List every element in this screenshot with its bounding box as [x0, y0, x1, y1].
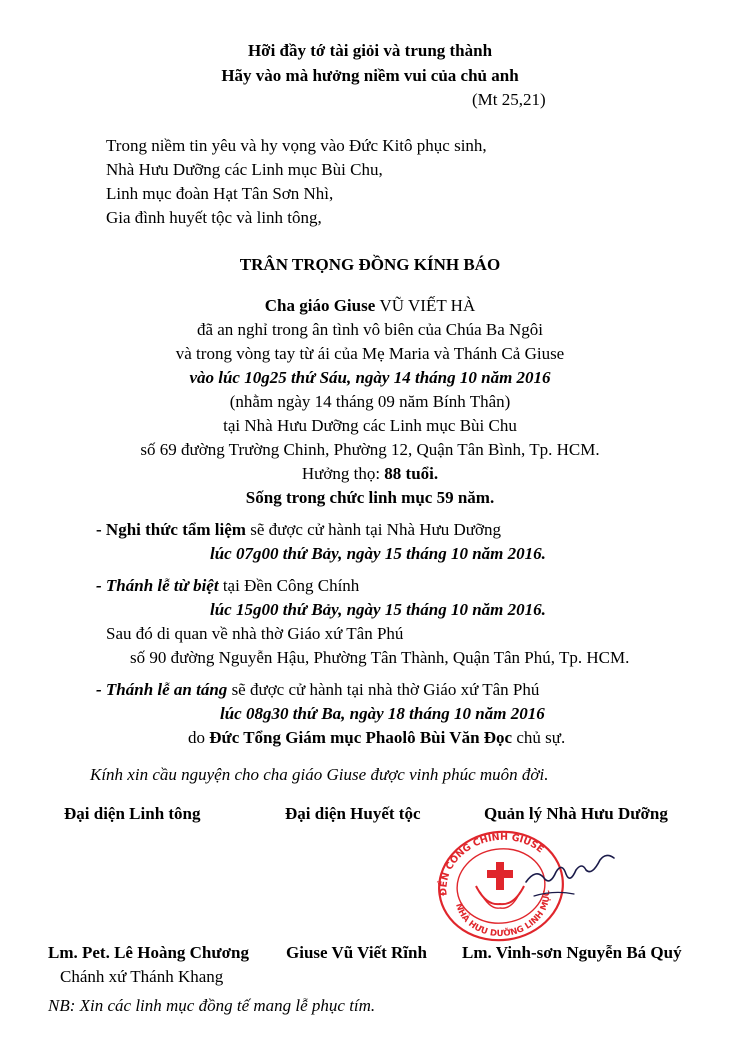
officiant-name: Đức Tổng Giám mục Phaolô Bùi Văn Đọc	[209, 728, 513, 747]
event-1-line	[96, 521, 501, 538]
signatory-3-title: Quản lý Nhà Hưu Dưỡng	[484, 804, 668, 823]
deceased-line-2: và trong vòng tay từ ái của Mẹ Maria và Thánh Cả Giuse	[175, 344, 565, 363]
event-1-title: - Nghi thức tẩm liệm	[96, 520, 246, 539]
deceased-age-line	[0, 465, 740, 482]
event-3-time: lúc 08g30 thứ Ba, ngày 18 tháng 10 năm 2016	[220, 704, 545, 723]
deceased-name: VŨ VIẾT HÀ	[379, 296, 476, 315]
deceased-priesthood: Sống trong chức linh mục 59 năm.	[245, 488, 495, 507]
footnote: NB: Xin các linh mục đồng tế mang lễ phục tím.	[48, 996, 376, 1015]
deceased-place: tại Nhà Hưu Dưỡng các Linh mục Bùi Chu	[223, 416, 517, 435]
deceased-name-line	[0, 297, 740, 314]
verse-reference: (Mt 25,21)	[472, 90, 546, 109]
prayer-request: Kính xin cầu nguyện cho cha giáo Giuse được vinh phúc muôn đời.	[90, 765, 549, 784]
svg-text:ĐỀN CÔNG CHÍNH GIUSE: ĐỀN CÔNG CHÍNH GIUSE	[438, 831, 546, 897]
signatory-1-name: Lm. Pet. Lê Hoàng Chương	[48, 943, 249, 962]
deceased-address: số 69 đường Trường Chinh, Phường 12, Quận Tân Bình, Tp. HCM.	[140, 440, 600, 459]
church-seal-stamp	[426, 822, 636, 942]
verse-line-1: Hỡi đầy tớ tài giỏi và trung thành	[247, 41, 493, 60]
event-2-line	[96, 577, 359, 594]
announcement-heading: TRÂN TRỌNG ĐỒNG KÍNH BÁO	[239, 255, 501, 274]
officiant-suffix: chủ sự.	[512, 728, 566, 747]
verse-line-2: Hãy vào mà hưởng niềm vui của chủ anh	[221, 66, 519, 85]
event-2-address: số 90 đường Nguyễn Hậu, Phường Tân Thành, Quận Tân Phú, Tp. HCM.	[130, 648, 630, 667]
signatory-3-name: Lm. Vinh-sơn Nguyễn Bá Quý	[462, 943, 682, 962]
signatory-2-name: Giuse Vũ Viết Rĩnh	[286, 943, 427, 962]
age-label: Hưởng thọ:	[301, 464, 385, 483]
event-3-title: - Thánh lễ an táng	[96, 680, 228, 699]
age-value: 88 tuổi.	[384, 464, 439, 483]
deceased-lunar-date: (nhằm ngày 14 tháng 09 năm Bính Thân)	[229, 392, 511, 411]
officiant-prefix: do	[188, 728, 210, 747]
signatory-1-role: Chánh xứ Thánh Khang	[60, 967, 224, 986]
deceased-prefix: Cha giáo Giuse	[264, 296, 380, 315]
intro-line-4: Gia đình huyết tộc và linh tông,	[106, 208, 322, 227]
event-2-desc: tại Đền Công Chính	[218, 576, 360, 595]
event-2-time: lúc 15g00 thứ Bảy, ngày 15 tháng 10 năm 2016.	[210, 600, 546, 619]
intro-line-3: Linh mục đoàn Hạt Tân Sơn Nhì,	[106, 184, 334, 203]
intro-line-1: Trong niềm tin yêu và hy vọng vào Đức Kitô phục sinh,	[106, 136, 487, 155]
event-3-line	[96, 681, 539, 698]
event-1-desc: sẽ được cử hành tại Nhà Hưu Dưỡng	[245, 520, 501, 539]
svg-text:NHÀ HƯU DƯỠNG LINH MỤC BÙI CHU: NHÀ HƯU DƯỠNG LINH MỤC	[453, 889, 553, 940]
event-2-title: - Thánh lễ từ biệt	[96, 576, 219, 595]
event-3-officiant-line	[188, 729, 565, 746]
deceased-time: vào lúc 10g25 thứ Sáu, ngày 14 tháng 10 năm 2016	[189, 368, 551, 387]
signatory-1-title: Đại diện Linh tông	[64, 804, 201, 823]
signatory-2-title: Đại diện Huyết tộc	[285, 804, 421, 823]
event-3-desc: sẽ được cử hành tại nhà thờ Giáo xứ Tân Phú	[227, 680, 540, 699]
event-1-time: lúc 07g00 thứ Bảy, ngày 15 tháng 10 năm 2016.	[210, 544, 546, 563]
event-2-after: Sau đó di quan về nhà thờ Giáo xứ Tân Phú	[106, 624, 404, 643]
intro-line-2: Nhà Hưu Dưỡng các Linh mục Bùi Chu,	[106, 160, 383, 179]
deceased-line-1: đã an nghỉ trong ân tình vô biên của Chúa Ba Ngôi	[196, 320, 544, 339]
